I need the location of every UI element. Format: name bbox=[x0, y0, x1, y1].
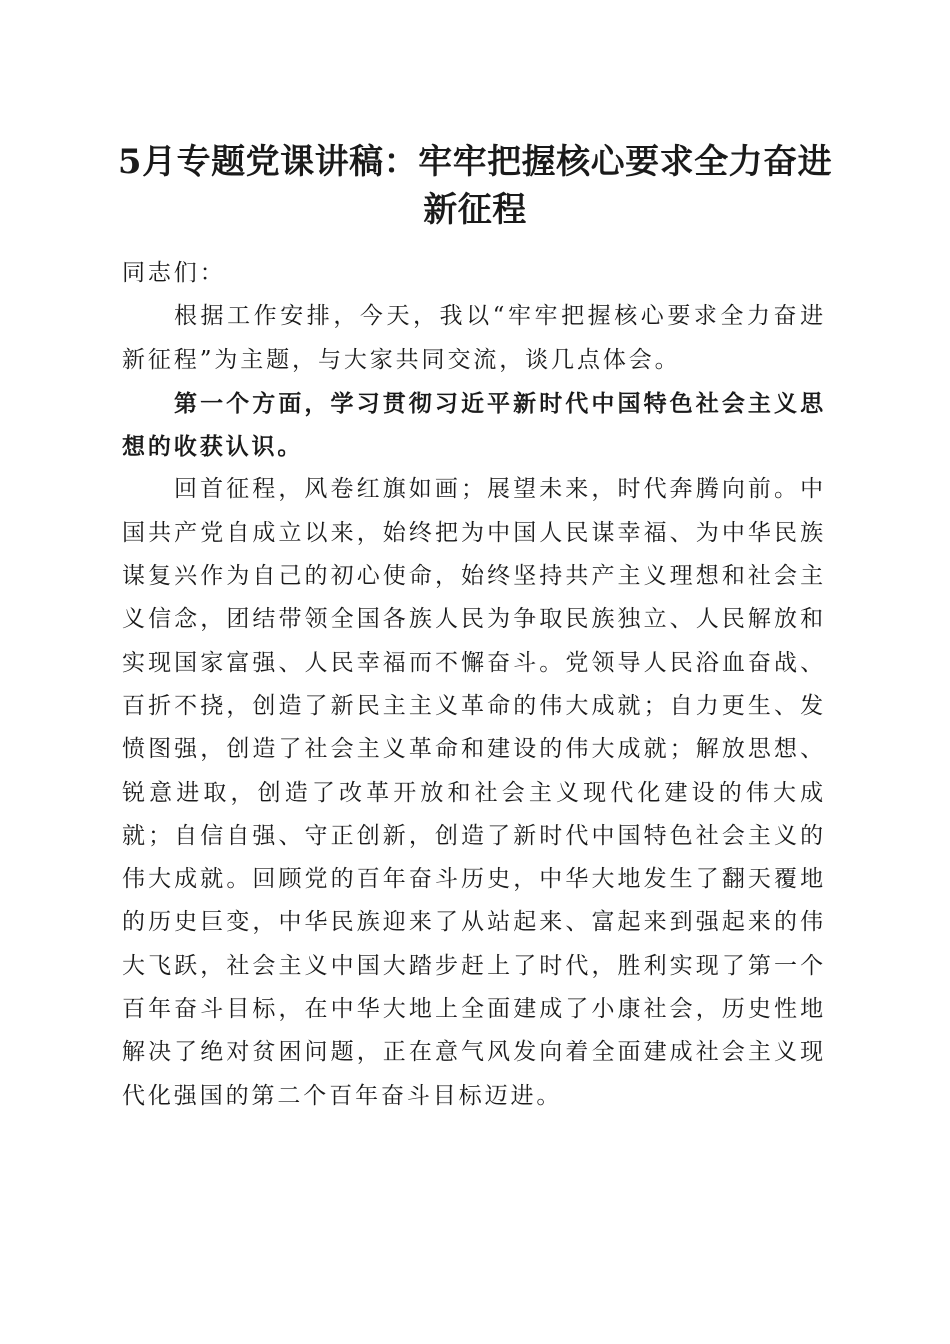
section-heading: 第一个方面，学习贯彻习近平新时代中国特色社会主义思想的收获认识。 bbox=[122, 389, 826, 461]
document-title: 5月专题党课讲稿：牢牢把握核心要求全力奋进新征程 bbox=[117, 142, 833, 230]
salutation: 同志们： bbox=[122, 260, 226, 286]
intro-paragraph: 根据工作安排，今天，我以“牢牢把握核心要求全力奋进新征程”为主题，与大家共同交流，谈几点体会。 bbox=[122, 303, 826, 373]
body-paragraph: 回首征程，风卷红旗如画；展望未来，时代奔腾向前。中国共产党自成立以来，始终把为中国人民谋幸福、为中华民族谋复兴作为自己的初心使命，始终坚持共产主义理想和社会主义信念，团结带领全国各族人民为争取民族独立、人民解放和实现国家富强、人民幸福而不懈奋斗。党领导人民浴血奋战、百折不挠，创造了新民主主义革命的伟大成就；自力更生、发愤图强，创造了社会主义革命和建设的伟大成就；解放思想、锐意进取，创造了改革开放和社会主义现代化建设的伟大成就；自信自强、守正创新，创造了新时代中国特色社会主义的伟大成就。回顾党的百年奋斗历史，中华大地发生了翻天覆地的历史巨变，中华民族迎来了从站起来、富起来到强起来的伟大飞跃，社会主义中国大踏步赶上了时代，胜利实现了第一个百年奋斗目标，在中华大地上全面建成了小康社会，历史性地解决了绝对贫困问题，正在意气风发向着全面建成社会主义现代化强国的第二个百年奋斗目标迈进。 bbox=[122, 476, 826, 1109]
document-body bbox=[122, 252, 826, 1118]
